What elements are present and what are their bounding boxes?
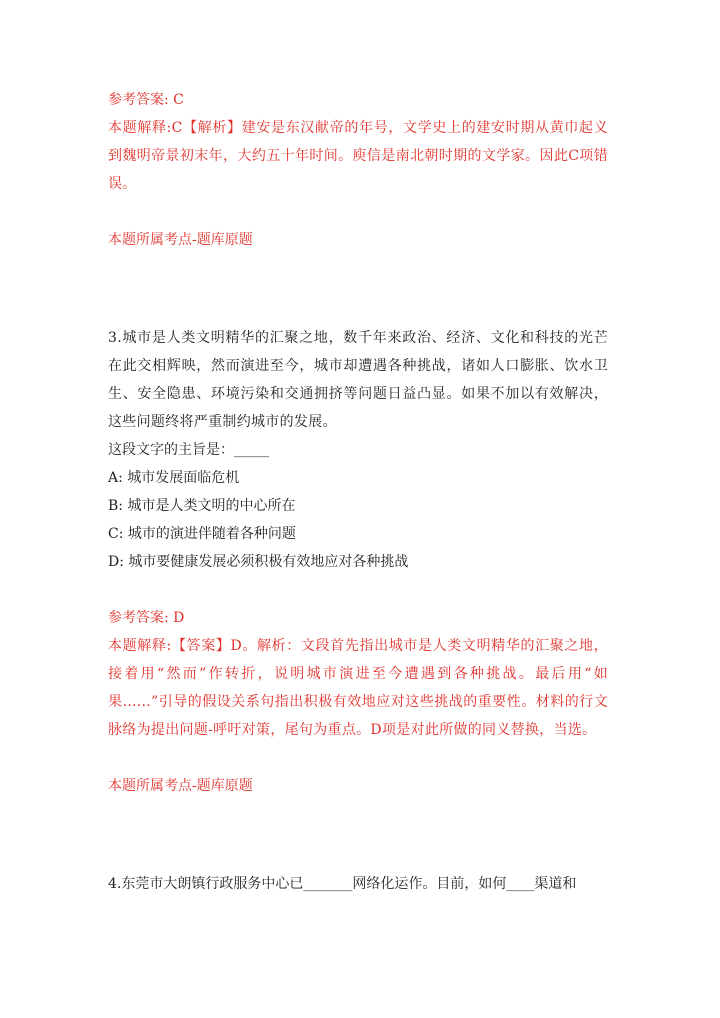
q3-answer: 参考答案: D [108,610,185,626]
q4-stem: 4.东莞市大朗镇行政服务中心已_______网络化运作。目前，如何____渠道和 [108,876,577,892]
q2-answer: 参考答案: C [108,92,184,108]
q2-source: 本题所属考点-题库原题 [108,232,253,248]
q2-explanation: 本题解释:C【解析】建安是东汉献帝的年号，文学史上的建安时期从黄巾起义到魏明帝景初末年，大约五十年时间。庾信是南北朝时期的文学家。因此C项错误。 [108,120,608,192]
document-page [108,86,608,898]
q3-source: 本题所属考点-题库原题 [108,778,253,794]
q3-prompt: 这段文字的主旨是：_____ [108,442,269,458]
q3-explanation: 本题解释:【答案】D。解析：文段首先指出城市是人类文明精华的汇聚之地，接着用“然而”作转折，说明城市演进至今遭遇到各种挑战。最后用“如果……”引导的假设关系句指出积极有效地应对这些挑战的重要性。材料的行文脉络为提出问题-呼吁对策，尾句为重点。D项是对此所做的同义替换，当选。 [108,638,608,738]
q3-option-a: A: 城市发展面临危机 [108,470,240,486]
q3-stem: 3.城市是人类文明精华的汇聚之地，数千年来政治、经济、文化和科技的光芒在此交相辉映，然而演进至今，城市却遭遇各种挑战，诸如人口膨胀、饮水卫生、安全隐患、环境污染和交通拥挤等问题日益凸显。如果不加以有效解决，这些问题终将严重制约城市的发展。 [108,330,608,430]
q3-option-d: D: 城市要健康发展必须积极有效地应对各种挑战 [108,554,409,570]
q3-option-c: C: 城市的演进伴随着各种问题 [108,526,296,542]
q3-option-b: B: 城市是人类文明的中心所在 [108,498,296,514]
